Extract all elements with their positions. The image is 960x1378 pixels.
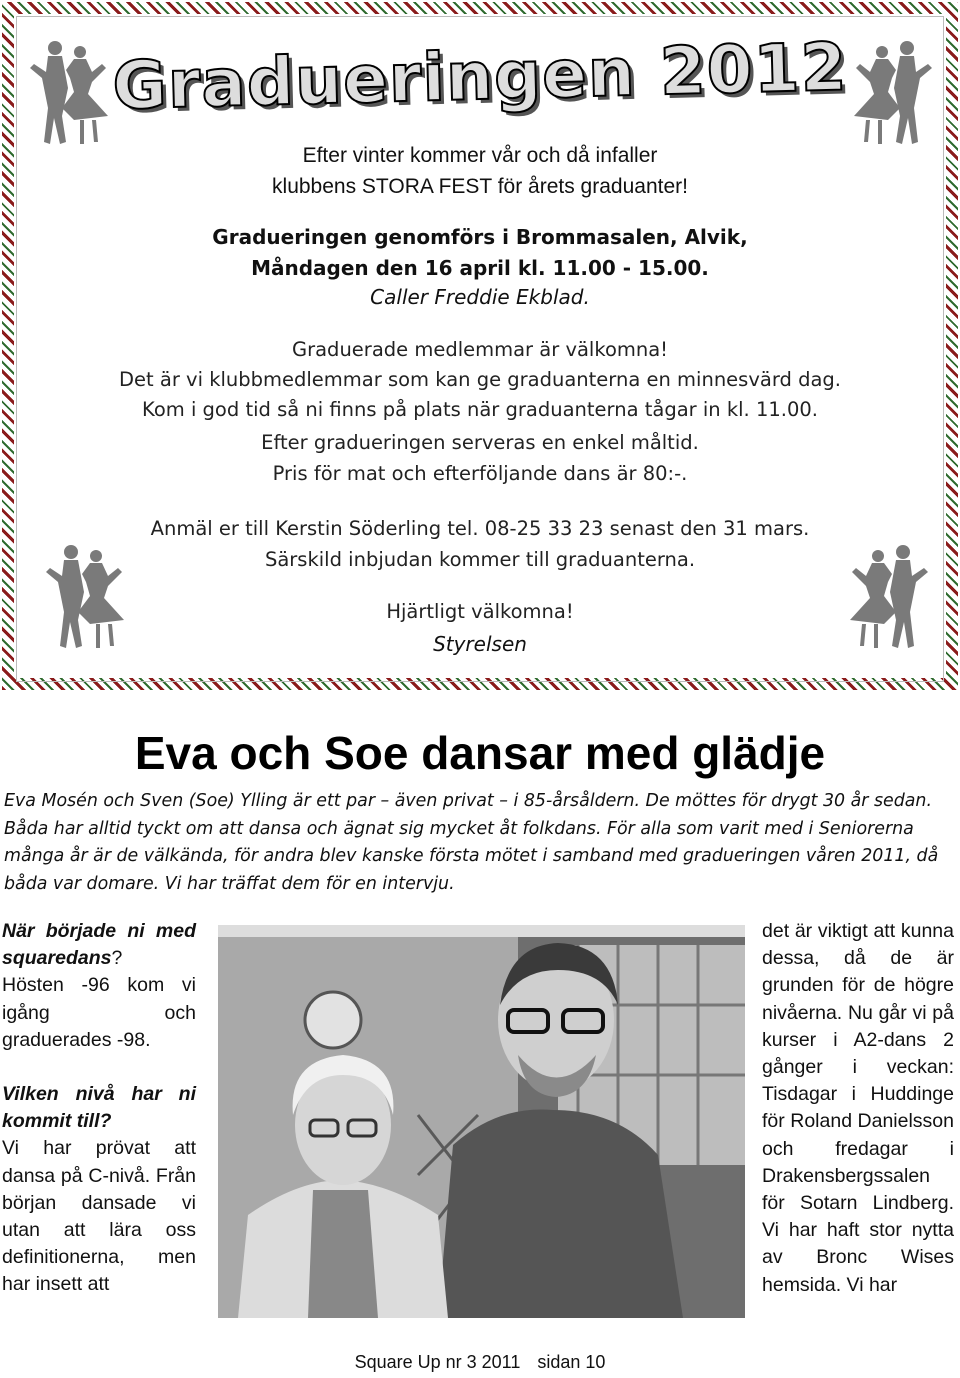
closing-line: Hjärtligt välkomna! xyxy=(386,600,574,623)
interview-column-right: det är viktigt att kunna dessa, då de är grunden för de högre nivåerna. Nu går vi på kurser i A2-dans 2 gånger i veckan: Tisdagar i Huddinge för Roland Danielsson och fredagar i Drakensbergssalen för Sotarn Lindberg. Vi har haft stor nytta av Bronc Wises hemsida. Vi har xyxy=(762,920,954,1296)
article-title: Eva och Soe dansar med glädje xyxy=(134,727,826,779)
couple-photo xyxy=(218,925,745,1318)
intro-line: Efter vinter kommer vår och då infaller xyxy=(302,144,658,167)
date-line: Måndagen den 16 april kl. 11.00 - 15.00. xyxy=(251,256,709,280)
interview-column-left xyxy=(2,918,196,1299)
article-lead: Eva Mosén och Sven (Soe) Ylling är ett par – även privat – i 85-årsåldern. De möttes för drygt 30 år sedan. Båda har alltid tyckt om att dansa och ägnat sig mycket åt folkdans. För alla som varit med i Seniorerna många år är de välkända, för andra blev kanske första mötet i samband med gradueringen våren 2011, då båda var domare. Vi har träffat dem för en intervju. xyxy=(4,791,939,894)
caller-line: Caller Freddie Ekblad. xyxy=(370,285,590,309)
signup-line: Särskild inbjudan kommer till graduanterna. xyxy=(264,548,696,571)
signup-line: Anmäl er till Kerstin Söderling tel. 08-25 33 23 senast den 31 mars. xyxy=(150,517,810,540)
venue-line: Gradueringen genomförs i Brommasalen, Alvik, xyxy=(212,225,748,249)
question: När började ni med squaredans? xyxy=(2,920,196,970)
page-footer xyxy=(0,1352,960,1373)
body-line: Det är vi klubbmedlemmar som kan ge graduanterna en minnesvärd dag. xyxy=(119,368,841,391)
publication-name: Square Up nr 3 2011 xyxy=(354,1352,521,1372)
intro-line: klubbens STORA FEST för årets graduanter! xyxy=(272,175,688,198)
answer: Hösten -96 kom vi igång och graduerades -98. xyxy=(2,974,196,1051)
question: Vilken nivå har ni kommit till? xyxy=(2,1083,196,1133)
page-number: sidan 10 xyxy=(537,1352,606,1372)
body-line: Efter gradueringen serveras en enkel måltid. xyxy=(261,431,699,454)
announcement-headline: Gradueringen 2012 xyxy=(111,28,849,125)
welcome-line: Graduerade medlemmar är välkomna! xyxy=(291,338,668,361)
body-line: Kom i god tid så ni finns på plats när graduanterna tågar in kl. 11.00. xyxy=(142,398,818,421)
signature: Styrelsen xyxy=(433,632,527,656)
body-line: Pris för mat och efterföljande dans är 80:-. xyxy=(272,462,688,485)
answer: Vi har prövat att dansa på C-nivå. Från början dansade vi utan att lära oss definitionerna, men har insett att xyxy=(2,1137,196,1296)
